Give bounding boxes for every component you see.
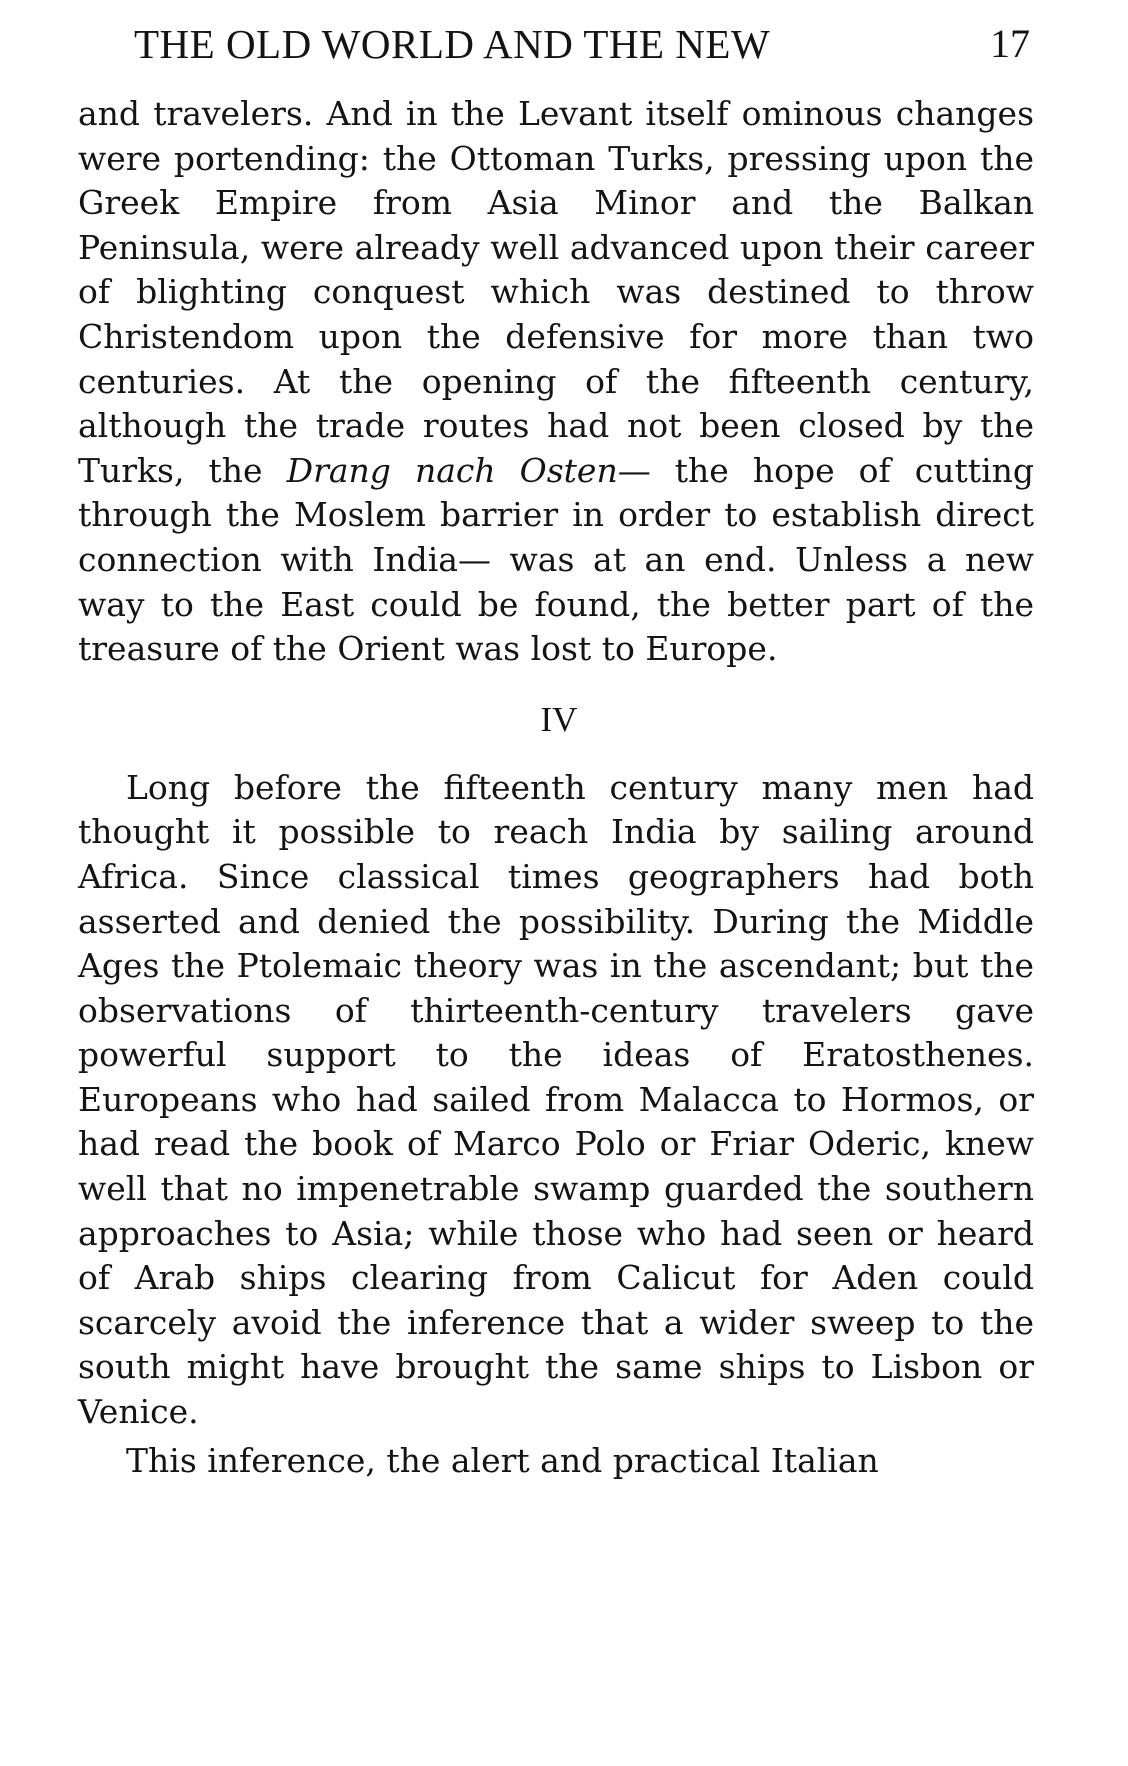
paragraph-text: and travelers. And in the Levant itself ominous changes were portending: the Ottoman Turks, pressing upon the Greek Empire from Asia Minor and the Balkan Peninsula, were already well advanced upon their career of blighting conquest which was destined to throw Christendom upon the defensive for more than two centuries. At the opening of the fifteenth century, although the trade routes had not been closed by the Turks, the [78, 94, 1034, 490]
body-text [78, 92, 1034, 1483]
paragraph: Long before the fifteenth century many men had thought it possible to reach India by sailing around Africa. Since classical times geographers had both asserted and denied the possibility. During the Middle Ages the Ptolemaic theory was in the ascendant; but the observations of thirteenth-century travelers gave powerful support to the ideas of Eratosthenes. Europeans who had sailed from Malacca to Hormos, or had read the book of Marco Polo or Friar Oderic, knew well that no impenetrable swamp guarded the southern approaches to Asia; while those who had seen or heard of Arab ships clearing from Calicut for Aden could scarcely avoid the inference that a wider sweep to the south might have brought the same ships to Lisbon or Venice. [78, 767, 1034, 1432]
paragraph-text-tail: — the hope of cutting through the Moslem barrier in order to establish direct connection with India— was at an end. Unless a new way to the East could be found, the better part of the treasure of the Orient was lost to Europe. [78, 450, 1034, 669]
italic-phrase: Drang nach Osten [286, 450, 618, 490]
paragraph-last: This inference, the alert and practical Italian [126, 1440, 879, 1480]
page-number: 17 [990, 21, 1030, 66]
paragraph-continued [78, 92, 1034, 672]
section-heading: IV [540, 699, 578, 739]
section-spacer [78, 672, 1034, 680]
running-head: THE OLD WORLD AND THE NEW [134, 21, 771, 67]
page-header [118, 18, 1030, 70]
